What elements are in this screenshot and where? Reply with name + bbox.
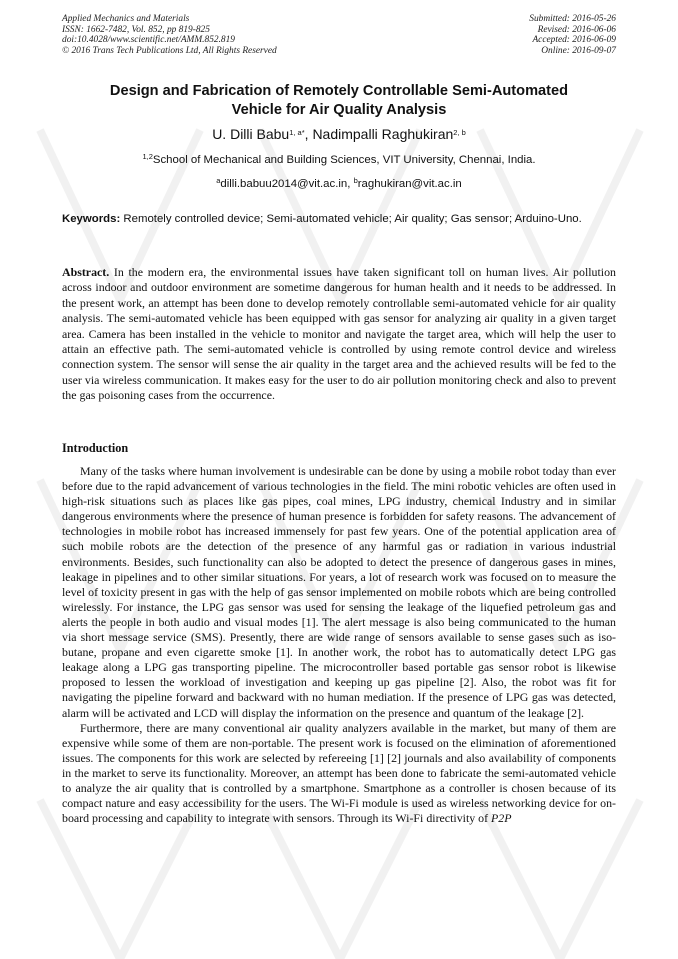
copyright-line: © 2016 Trans Tech Publications Ltd, All Rights Reserved	[62, 45, 277, 56]
publication-dates	[529, 14, 616, 56]
introduction-paragraph-1: Many of the tasks where human involvement is undesirable can be done by using a mobile robot today than ever before due to the rapid advancement of various technologies in the field. The mini robotic vehicles are often used in high-risk situations such as places like gas pipes, coal mines, LPG industry, chemical Industry and in similar dangerous environments where the presence of human presence is forbidden for safety reasons. The advancement of technologies in mobile robot has increased immensely for past few years. One of the potential application area of such mobile robots are the detection of the presence of any harmful gas or radiation in various industrial environments. Besides, such functionality can also be adopted to detect the presence of dangerous gases in mines, leakage in pipelines and to other similar situations. For years, a lot of research work was focused on to measure the level of toxicity present in gas with the help of gas sensor implemented on mobile robots which are being controlled wirelessly. For instance, the LPG gas sensor was used for sensing the leakage of the liquefied petroleum gas and alerts the people in both audio and visual modes [1]. The alert message is also being communicated to the human via short message service (SMS). Presently, there are wide range of sensors available to sense gases such as iso-butane, propane and even cigarette smoke [1]. In another work, the robot has to automatically detect LPG gas leakage along a LPG gas transporting pipeline. The microcontroller based portable gas sensor robot is likewise proposed to lessen the workload of investigation and keeping up gas pipeline [2]. Also, the robot was fit for navigating the pipeline forward and backward with no human mediation. If the presence of LPG gas was detected, alarm will be activated and LCD will display the information on the presence and quantum of the leakage [2].	[62, 464, 616, 720]
revised-date: Revised: 2016-06-06	[537, 24, 616, 35]
affiliation-marker: 1,2	[142, 152, 153, 161]
author-1-marker: 1, a*	[289, 128, 305, 137]
author-2-marker: 2, b	[453, 128, 466, 137]
abstract	[62, 265, 616, 404]
author-separator: ,	[304, 126, 313, 142]
affiliation	[62, 153, 616, 168]
author-2: Nadimpalli Raghukiran	[312, 126, 454, 142]
introduction-body	[62, 464, 616, 826]
title-line-2: Vehicle for Air Quality Analysis	[231, 102, 447, 118]
affiliation-text: School of Mechanical and Building Sciences, VIT University, Chennai, India.	[152, 154, 536, 166]
abstract-text: In the modern era, the environmental issues have taken significant toll on human lives. Air pollution across indoor and outdoor environment are sometime dangerous for human health and it needs to be addressed. In the present work, an attempt has been done to develop remotely controllable semi-automated vehicle for air quality analysis. The semi-automated vehicle has been equipped with gas sensor for analyzing air quality in a given target area. Camera has been installed in the vehicle to monitor and navigate the target area, which will help the user to attain an effective path. The semi-automated vehicle is controlled by using remote control device and wireless connection system. The sensor will sense the air quality in the target area and the achieved results will be fed to the user via wireless communication. It makes easy for the user to do air pollution monitoring check and also to prevent the gas poisoning cases from the occurrence.	[62, 265, 616, 403]
author-list	[62, 125, 616, 143]
author-1: U. Dilli Babu	[212, 126, 290, 142]
abstract-label: Abstract.	[62, 265, 110, 279]
doi-line: doi:10.4028/www.scientific.net/AMM.852.819	[62, 35, 235, 46]
submitted-date: Submitted: 2016-05-26	[529, 14, 616, 24]
keywords-text: Remotely controlled device; Semi-automated vehicle; Air quality; Gas sensor; Arduino-Uno.	[120, 213, 582, 225]
paragraph-2-italic-term: P2P	[491, 811, 512, 826]
keywords	[62, 212, 616, 228]
author-emails	[62, 177, 616, 192]
email-a-marker: a	[216, 176, 221, 185]
paper-title	[62, 82, 616, 120]
email-b-marker: b	[353, 176, 358, 185]
issn-line: ISSN: 1662-7482, Vol. 852, pp 819-825	[62, 24, 210, 35]
journal-name: Applied Mechanics and Materials	[62, 14, 190, 24]
online-date: Online: 2016-09-07	[541, 45, 616, 56]
accepted-date: Accepted: 2016-06-09	[532, 35, 616, 46]
title-line-1: Design and Fabrication of Remotely Controllable Semi-Automated	[109, 83, 569, 99]
journal-info	[62, 14, 277, 56]
introduction-heading: Introduction	[62, 441, 129, 455]
keywords-label: Keywords:	[62, 213, 121, 225]
paragraph-2-text: Furthermore, there are many conventional air quality analyzers available in the market, but many of them are expensive while some of them are non-portable. The present work is focused on the elimination of aforementioned issues. The components for this work are selected by refereeing [1] [2] journals and also availability of components in the market to serve its functionality. Moreover, an attempt has been done to fabricate the semi-automated vehicle to analyze the air quality that is controlled by a smartphone. Smartphone as a controller is chosen because of its compact nature and easy accessibility for the users. The Wi-Fi module is used as wireless networking device for on-board processing and capability to integrate with sensors. Through its Wi-Fi directivity of	[62, 720, 616, 826]
introduction-paragraph-2	[62, 721, 616, 827]
email-a: dilli.babuu2014@vit.ac.in,	[220, 178, 354, 190]
email-b: raghukiran@vit.ac.in	[357, 178, 462, 190]
